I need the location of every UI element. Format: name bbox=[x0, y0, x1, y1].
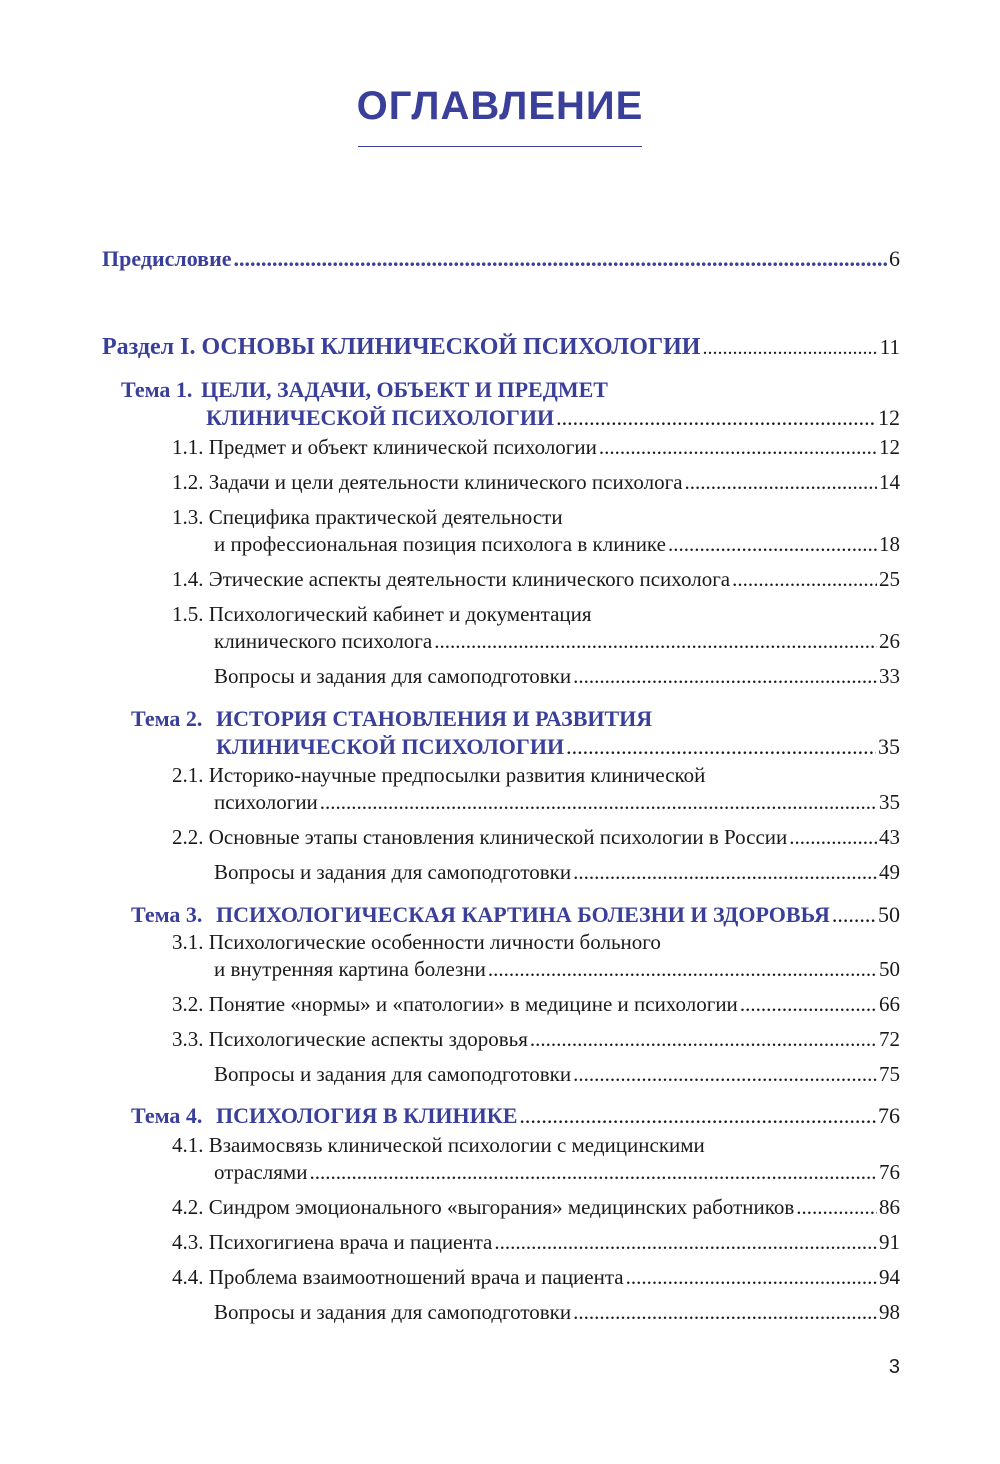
toc-entry-4-1-line1[interactable]: 4.1. Взаимосвязь клинической психологии с медицинскими bbox=[172, 1133, 705, 1157]
toc-entry-label: Вопросы и задания для самоподготовки bbox=[214, 860, 572, 884]
toc-theme-2-title-line1[interactable]: ИСТОРИЯ СТАНОВЛЕНИЯ И РАЗВИТИЯ bbox=[216, 706, 653, 731]
toc-theme-4-prefix: Тема 4. bbox=[131, 1103, 203, 1128]
toc-page-number: 50 bbox=[878, 902, 900, 927]
toc-entry-theme-3[interactable] bbox=[0, 902, 1000, 928]
toc-entry-label: 1.2. Задачи и цели деятельности клинического психолога bbox=[172, 470, 683, 494]
toc-entry-label: Вопросы и задания для самоподготовки bbox=[214, 1300, 572, 1324]
toc-entry-label: и внутренняя картина болезни bbox=[214, 957, 486, 981]
toc-theme-1-prefix: Тема 1. bbox=[121, 377, 193, 402]
toc-page-number: 49 bbox=[879, 860, 900, 884]
leader-dots bbox=[234, 246, 887, 272]
toc-entry-label: 3.2. Понятие «нормы» и «патологии» в медицине и психологии bbox=[172, 992, 738, 1016]
toc-entry-label: 2.2. Основные этапы становления клинической психологии в России bbox=[172, 825, 788, 849]
leader-dots bbox=[488, 957, 877, 982]
toc-entry-label: ПСИХОЛОГИЧЕСКАЯ КАРТИНА БОЛЕЗНИ И ЗДОРОВЬЯ bbox=[216, 902, 830, 927]
toc-page-number: 35 bbox=[878, 734, 900, 759]
toc-entry-label: КЛИНИЧЕСКОЙ ПСИХОЛОГИИ bbox=[206, 405, 555, 430]
toc-entry-3-2[interactable] bbox=[0, 992, 1000, 1017]
toc-page-number: 94 bbox=[879, 1265, 900, 1289]
toc-page-number: 91 bbox=[879, 1230, 900, 1254]
toc-entry-preface[interactable] bbox=[0, 246, 1000, 272]
toc-page-number: 76 bbox=[879, 1160, 900, 1184]
toc-entry-label: психологии bbox=[214, 790, 318, 814]
toc-page-number: 43 bbox=[879, 825, 900, 849]
toc-entry-1-3-line1[interactable]: 1.3. Специфика практической деятельности bbox=[172, 505, 563, 529]
toc-page-number: 33 bbox=[879, 664, 900, 688]
toc-entry-label: 3.3. Психологические аспекты здоровья bbox=[172, 1027, 528, 1051]
toc-page-number: 18 bbox=[879, 532, 900, 556]
toc-entry-3-questions[interactable] bbox=[0, 1062, 1000, 1087]
toc-page-number: 66 bbox=[879, 992, 900, 1016]
toc-entry-label: 4.4. Проблема взаимоотношений врача и пациента bbox=[172, 1265, 624, 1289]
leader-dots bbox=[789, 825, 877, 850]
toc-theme-2-prefix: Тема 2. bbox=[131, 706, 203, 731]
toc-page-number: 12 bbox=[879, 435, 900, 459]
toc-entry-1-2[interactable] bbox=[0, 470, 1000, 495]
toc-entry-4-questions[interactable] bbox=[0, 1300, 1000, 1325]
leader-dots bbox=[740, 992, 877, 1017]
toc-page-number: 86 bbox=[879, 1195, 900, 1219]
toc-page-number: 50 bbox=[879, 957, 900, 981]
toc-entry-label: 1.1. Предмет и объект клинической психологии bbox=[172, 435, 597, 459]
title-underline bbox=[358, 146, 642, 147]
leader-dots bbox=[566, 734, 876, 760]
toc-entry-label: Предисловие bbox=[102, 246, 232, 271]
toc-page-number: 75 bbox=[879, 1062, 900, 1086]
toc-entry-label: и профессиональная позиция психолога в клинике bbox=[214, 532, 666, 556]
toc-page-number: 14 bbox=[879, 470, 900, 494]
toc-page-number: 11 bbox=[879, 335, 900, 359]
toc-entry-3-3[interactable] bbox=[0, 1027, 1000, 1052]
toc-entry-1-5-line1[interactable]: 1.5. Психологический кабинет и документация bbox=[172, 602, 592, 626]
page-number: 3 bbox=[888, 1356, 900, 1378]
toc-entry-1-questions[interactable] bbox=[0, 664, 1000, 689]
toc-entry-1-1[interactable] bbox=[0, 435, 1000, 460]
leader-dots bbox=[702, 337, 877, 360]
toc-entry-4-4[interactable] bbox=[0, 1265, 1000, 1290]
toc-entry-theme-1[interactable] bbox=[0, 405, 1000, 431]
leader-dots bbox=[320, 790, 877, 815]
toc-entry-1-4[interactable] bbox=[0, 567, 1000, 592]
toc-page-number: 72 bbox=[879, 1027, 900, 1051]
toc-entry-label: 4.3. Психогигиена врача и пациента bbox=[172, 1230, 493, 1254]
toc-entry-label: отраслями bbox=[214, 1160, 308, 1184]
leader-dots bbox=[599, 435, 877, 460]
toc-entry-label: клинического психолога bbox=[214, 629, 433, 653]
toc-entry-3-1[interactable] bbox=[0, 957, 1000, 982]
leader-dots bbox=[530, 1027, 877, 1052]
toc-page-number: 6 bbox=[889, 246, 900, 271]
toc-page-number: 98 bbox=[879, 1300, 900, 1324]
toc-entry-theme-2[interactable] bbox=[0, 734, 1000, 760]
toc-entry-label: Раздел I. ОСНОВЫ КЛИНИЧЕСКОЙ ПСИХОЛОГИИ bbox=[102, 334, 701, 360]
toc-entry-label: Вопросы и задания для самоподготовки bbox=[214, 664, 572, 688]
page-title: ОГЛАВЛЕНИЕ bbox=[356, 84, 644, 128]
leader-dots bbox=[732, 567, 877, 592]
toc-theme-1-title-line1[interactable]: ЦЕЛИ, ЗАДАЧИ, ОБЪЕКТ И ПРЕДМЕТ bbox=[201, 377, 608, 402]
toc-entry-4-1[interactable] bbox=[0, 1160, 1000, 1185]
leader-dots bbox=[573, 860, 877, 885]
toc-entry-2-2[interactable] bbox=[0, 825, 1000, 850]
toc-entry-4-2[interactable] bbox=[0, 1195, 1000, 1220]
leader-dots bbox=[685, 470, 877, 495]
leader-dots bbox=[573, 1300, 877, 1325]
toc-entry-1-3[interactable] bbox=[0, 532, 1000, 557]
toc-entry-2-1-line1[interactable]: 2.1. Историко-научные предпосылки развития клинической bbox=[172, 763, 706, 787]
leader-dots bbox=[796, 1195, 877, 1220]
toc-page-number: 12 bbox=[878, 405, 900, 430]
leader-dots bbox=[573, 664, 877, 689]
toc-entry-4-3[interactable] bbox=[0, 1230, 1000, 1255]
toc-page-number: 25 bbox=[879, 567, 900, 591]
toc-page-number: 76 bbox=[878, 1103, 900, 1128]
leader-dots bbox=[519, 1103, 876, 1129]
toc-entry-section-1[interactable] bbox=[0, 334, 1000, 361]
toc-entry-label: 4.2. Синдром эмоционального «выгорания» медицинских работников bbox=[172, 1195, 795, 1219]
toc-page-number: 35 bbox=[879, 790, 900, 814]
leader-dots bbox=[556, 405, 876, 431]
toc-entry-3-1-line1[interactable]: 3.1. Психологические особенности личности больного bbox=[172, 930, 661, 954]
leader-dots bbox=[494, 1230, 877, 1255]
leader-dots bbox=[309, 1160, 877, 1185]
toc-entry-label: Вопросы и задания для самоподготовки bbox=[214, 1062, 572, 1086]
toc-entry-2-questions[interactable] bbox=[0, 860, 1000, 885]
toc-entry-label: КЛИНИЧЕСКОЙ ПСИХОЛОГИИ bbox=[216, 734, 565, 759]
toc-entry-1-5[interactable] bbox=[0, 629, 1000, 654]
toc-entry-theme-4[interactable] bbox=[0, 1103, 1000, 1129]
leader-dots bbox=[573, 1062, 877, 1087]
leader-dots bbox=[668, 532, 877, 557]
leader-dots bbox=[832, 902, 876, 928]
toc-theme-3-prefix: Тема 3. bbox=[131, 902, 203, 927]
toc-entry-label: ПСИХОЛОГИЯ В КЛИНИКЕ bbox=[216, 1103, 518, 1128]
toc-entry-label: 1.4. Этические аспекты деятельности клинического психолога bbox=[172, 567, 731, 591]
leader-dots bbox=[626, 1265, 877, 1290]
toc-entry-2-1[interactable] bbox=[0, 790, 1000, 815]
leader-dots bbox=[434, 629, 877, 654]
toc-page-number: 26 bbox=[879, 629, 900, 653]
